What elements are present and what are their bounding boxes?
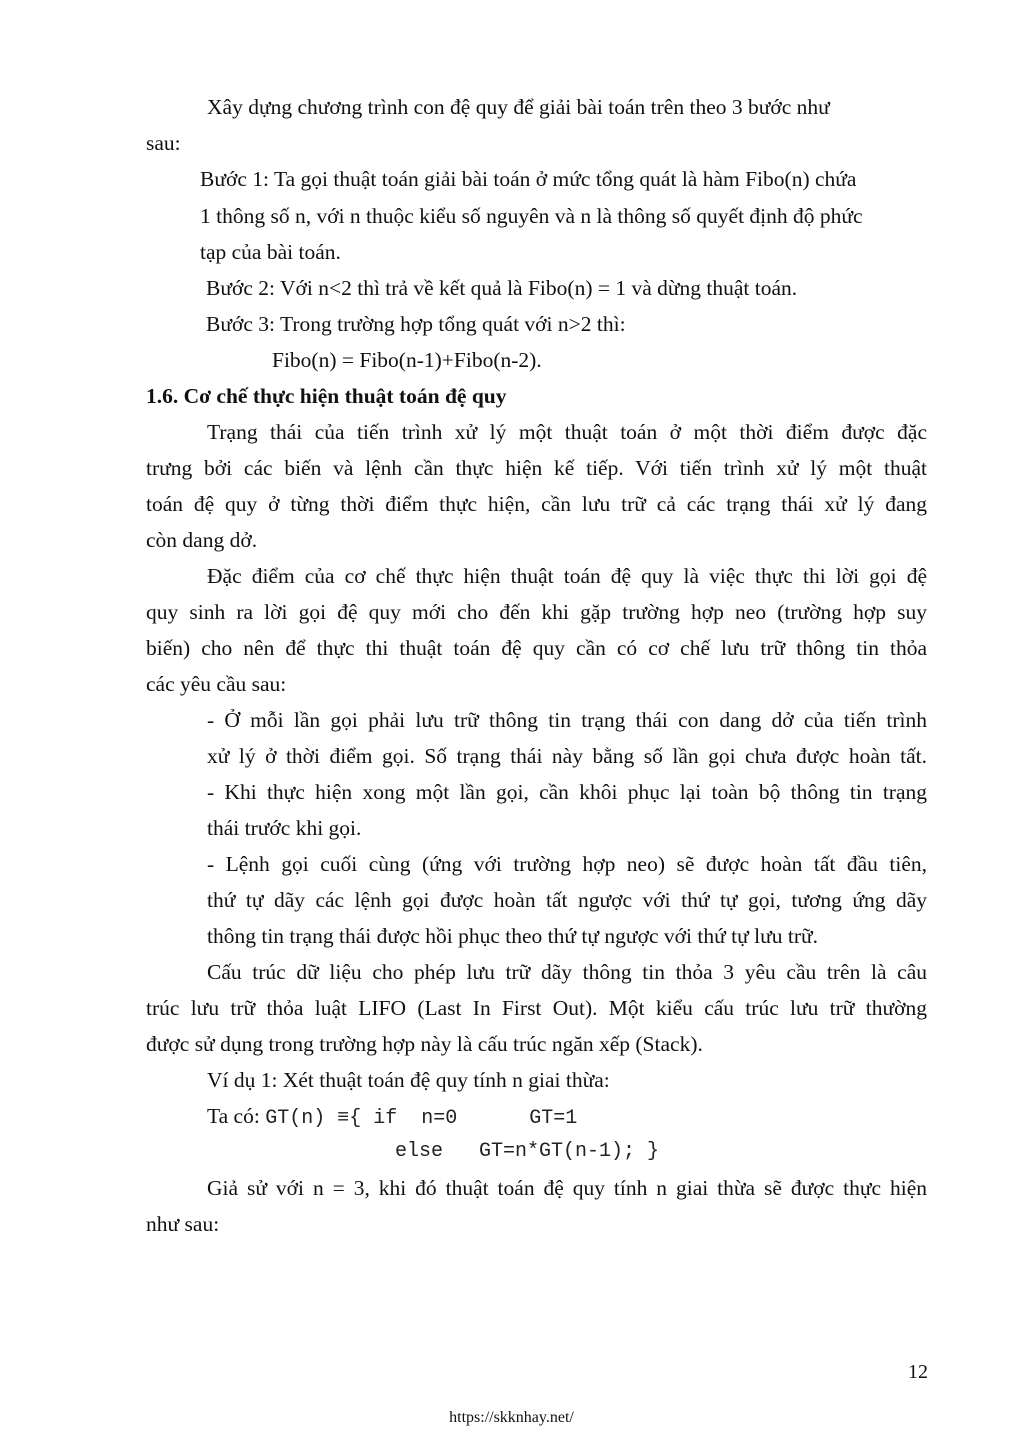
section-heading: 1.6. Cơ chế thực hiện thuật toán đệ quy (146, 384, 507, 408)
step-3-line: Bước 3: Trong trường hợp tổng quát với n>2 thì: (206, 312, 626, 336)
page-number: 12 (908, 1361, 928, 1383)
paragraph-line: được sử dụng trong trường hợp này là cấu trúc ngăn xếp (Stack). (146, 1032, 703, 1056)
bullet-line: thái trước khi gọi. (207, 816, 362, 840)
paragraph-line: Cấu trúc dữ liệu cho phép lưu trữ dãy thông tin thỏa 3 yêu cầu trên là câu (207, 960, 927, 984)
paragraph-line: quy sinh ra lời gọi đệ quy mới cho đến khi gặp trường hợp neo (trường hợp suy (146, 600, 927, 624)
bullet-line: - Khi thực hiện xong một lần gọi, cần khôi phục lại toàn bộ thông tin trạng (207, 780, 927, 804)
fibo-formula: Fibo(n) = Fibo(n-1)+Fibo(n-2). (272, 348, 542, 372)
step-1-line: Bước 1: Ta gọi thuật toán giải bài toán ở mức tổng quát là hàm Fibo(n) chứa (200, 167, 857, 191)
bullet-line: thông tin trạng thái được hồi phục theo thứ tự ngược với thứ tự lưu trữ. (207, 924, 819, 948)
intro-line: Xây dựng chương trình con đệ quy để giải bài toán trên theo 3 bước như (207, 95, 830, 119)
bullet-line: thứ tự dãy các lệnh gọi được hoàn tất ngược với thứ tự gọi, tương ứng dãy (207, 888, 927, 912)
intro-line: sau: (146, 131, 181, 155)
paragraph-line: biến) cho nên để thực thi thuật toán đệ quy cần có cơ chế lưu trữ thông tin thỏa (146, 636, 927, 660)
example-title: Ví dụ 1: Xét thuật toán đệ quy tính n giai thừa: (207, 1068, 610, 1092)
paragraph-line: Trạng thái của tiến trình xử lý một thuật toán ở một thời điểm được đặc (207, 420, 927, 444)
paragraph-line: trúc lưu trữ thỏa luật LIFO (Last In First Out). Một kiểu cấu trúc lưu trữ thường (146, 996, 927, 1020)
paragraph-line: như sau: (146, 1212, 220, 1236)
footer-url: https://skknhay.net/ (449, 1409, 574, 1426)
step-2-line: Bước 2: Với n<2 thì trả về kết quả là Fibo(n) = 1 và dừng thuật toán. (206, 276, 798, 300)
paragraph-line: Giả sử với n = 3, khi đó thuật toán đệ quy tính n giai thừa sẽ được thực hiện (207, 1176, 927, 1200)
bullet-line: - Ở mỗi lần gọi phải lưu trữ thông tin trạng thái con dang dở của tiến trình (207, 708, 927, 732)
bullet-line: xử lý ở thời điểm gọi. Số trạng thái này bằng số lần gọi chưa được hoàn tất. (207, 744, 927, 768)
paragraph-line: các yêu cầu sau: (146, 672, 287, 696)
code-line: GT(n) ≡{ if n=0 GT=1 (265, 1107, 578, 1130)
code-line: else GT=n*GT(n-1); } (395, 1140, 660, 1163)
paragraph-line: trưng bởi các biến và lệnh cần thực hiện kế tiếp. Với tiến trình xử lý một thuật (146, 456, 927, 480)
paragraph-line: Đặc điểm của cơ chế thực hiện thuật toán đệ quy là việc thực thi lời gọi đệ (207, 564, 927, 588)
step-1-line: tạp của bài toán. (200, 240, 341, 264)
paragraph-line: còn dang dở. (146, 528, 258, 552)
paragraph-line: toán đệ quy ở từng thời điểm thực hiện, cần lưu trữ cả các trạng thái xử lý đang (146, 492, 927, 516)
step-1-line: 1 thông số n, với n thuộc kiểu số nguyên và n là thông số quyết định độ phức (200, 204, 863, 228)
example-code-line (207, 1101, 577, 1134)
bullet-line: - Lệnh gọi cuối cùng (ứng với trường hợp neo) sẽ được hoàn tất đầu tiên, (207, 852, 927, 876)
example-lead: Ta có: (207, 1104, 260, 1128)
